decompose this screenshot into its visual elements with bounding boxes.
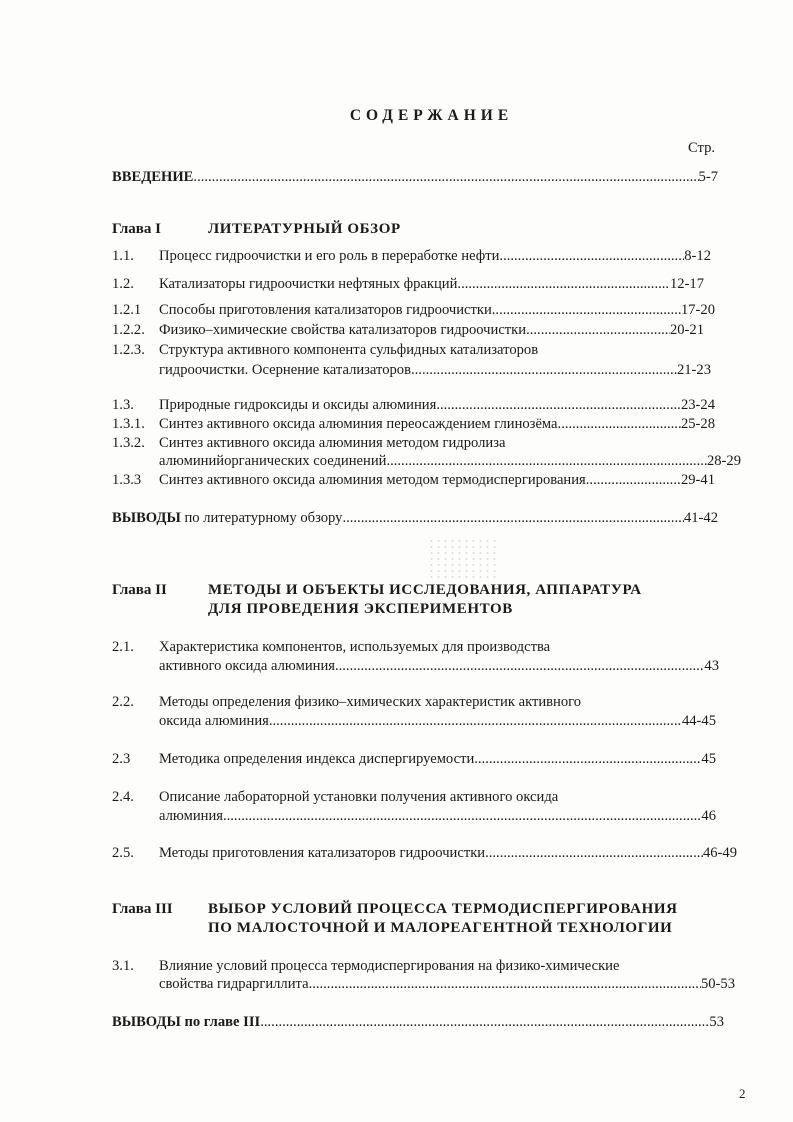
page-number: 2 [739,1086,746,1101]
toc-number: 1.2. [112,276,134,292]
dot-leader [492,302,681,319]
toc-text-continued: гидроочистки. Осернение катализаторов [159,362,411,378]
dot-leader [223,808,701,825]
dot-leader [335,658,704,675]
toc-page: 28-29 [706,453,741,469]
toc-page: 25-28 [680,416,715,432]
toc-text: Синтез активного оксида алюминия переосаждением глинозёма [159,416,558,432]
toc-entry[interactable] [159,845,737,862]
dot-leader [436,397,681,414]
toc-entry[interactable] [159,397,715,414]
toc-text: Методы определения физико–химических характеристик активного [159,694,582,710]
chapter-title: ЛИТЕРАТУРНЫЙ ОБЗОР [208,221,401,237]
dot-leader [193,169,698,186]
toc-number: 1.3.1. [112,416,145,432]
toc-entry[interactable] [159,276,704,293]
toc-text-continued: оксида алюминия [159,713,269,729]
page-title: СОДЕРЖАНИЕ [349,107,514,124]
toc-number: 1.1. [112,248,134,264]
toc-entry[interactable] [159,751,716,768]
toc-page: 20-21 [669,322,704,338]
toc-text: Методы приготовления катализаторов гидроочистки [159,845,486,861]
toc-conclusion-label: ВЫВОДЫ [112,510,181,526]
toc-text: Синтез активного оксида алюминия методом термодиспергирования [159,472,586,488]
toc-page: 50-53 [700,976,735,992]
chapter-title: МЕТОДЫ И ОБЪЕКТЫ ИССЛЕДОВАНИЯ, АППАРАТУРА [208,582,642,598]
toc-page: 23-24 [680,397,715,413]
toc-page: 43 [704,658,719,674]
chapter-title: ВЫБОР УСЛОВИЙ ПРОЦЕССА ТЕРМОДИСПЕРГИРОВАНИЯ [208,901,678,917]
toc-entry[interactable] [159,472,715,489]
toc-page: 44-45 [681,713,716,729]
dot-leader [586,472,681,489]
page-column-label: Стр. [688,140,716,156]
toc-page: 21-23 [676,362,711,378]
toc-number: 1.3.2. [112,435,145,451]
toc-page: 8-12 [684,248,711,264]
toc-text: Процесс гидроочистки и его роль в переработке нефти [159,248,500,264]
dot-leader [342,510,683,527]
toc-entry[interactable] [159,302,715,319]
toc-page: 46 [701,808,716,824]
toc-entry[interactable] [159,362,711,379]
toc-number: 1.2.2. [112,322,145,338]
toc-number: 2.4. [112,789,134,805]
dot-leader [474,751,701,768]
toc-text: Структура активного компонента сульфидных катализаторов [159,342,539,358]
toc-text: Физико–химические свойства катализаторов гидроочистки [159,322,527,338]
toc-text: Методика определения индекса диспергируемости [159,751,475,767]
chapter-number: Глава I [112,221,161,237]
toc-number: 2.2. [112,694,134,710]
toc-page: 41-42 [683,510,718,526]
toc-text: Катализаторы гидроочистки нефтяных фракций [159,276,458,292]
toc-text: Синтез активного оксида алюминия методом гидролиза [159,435,506,451]
toc-text: по литературному обзору [184,510,343,526]
toc-number: 1.2.1 [112,302,142,318]
toc-page: 12-17 [669,276,704,292]
toc-text-continued: алюминия [159,808,223,824]
toc-entry-conclusion-ch1[interactable] [112,510,718,527]
dot-leader [386,453,706,470]
dot-leader [526,322,670,339]
toc-number: 1.2.3. [112,342,145,358]
toc-text: Характеристика компонентов, используемых для производства [159,639,551,655]
toc-entry-conclusion-ch3[interactable] [112,1014,724,1031]
dot-leader [309,976,701,993]
toc-entry[interactable] [159,322,704,339]
toc-text: Природные гидроксиды и оксиды алюминия [159,397,437,413]
dot-leader [558,416,681,433]
toc-number: 2.3 [112,751,131,767]
chapter-number: Глава II [112,582,167,598]
toc-entry[interactable] [159,658,719,675]
toc-intro-label: ВВЕДЕНИЕ [112,169,194,185]
toc-entry[interactable] [159,416,715,433]
toc-number: 3.1. [112,958,134,974]
toc-page: 53 [709,1014,724,1030]
toc-entry[interactable] [159,453,741,470]
toc-text: Влияние условий процесса термодиспергирования на физико-химические [159,958,620,974]
dot-leader [269,713,682,730]
toc-page: 45 [701,751,716,767]
toc-text-continued: свойства гидраргиллита [159,976,309,992]
dot-leader [457,276,670,293]
scan-noise [428,538,498,582]
toc-entry[interactable] [159,808,716,825]
toc-conclusion-label: ВЫВОДЫ по главе III [112,1014,261,1030]
toc-page: 17-20 [680,302,715,318]
toc-text-continued: активного оксида алюминия [159,658,335,674]
dot-leader [260,1014,709,1031]
toc-number: 1.3.3 [112,472,142,488]
toc-entry[interactable] [159,713,716,730]
toc-text-continued: алюминийорганических соединений [159,453,387,469]
chapter-title-continued: ПО МАЛОСТОЧНОЙ И МАЛОРЕАГЕНТНОЙ ТЕХНОЛОГИИ [208,920,673,936]
dot-leader [485,845,703,862]
toc-page: 46-49 [702,845,737,861]
toc-number: 1.3. [112,397,134,413]
toc-page: 5-7 [698,169,718,185]
chapter-number: Глава III [112,901,173,917]
toc-entry[interactable] [159,248,711,265]
chapter-title-continued: ДЛЯ ПРОВЕДЕНИЯ ЭКСПЕРИМЕНТОВ [208,601,513,617]
toc-entry-intro[interactable] [112,169,718,186]
toc-page: 29-41 [680,472,715,488]
toc-entry[interactable] [159,976,735,993]
toc-text: Описание лабораторной установки получения активного оксида [159,789,559,805]
dot-leader [499,248,684,265]
dot-leader [411,362,677,379]
toc-number: 2.1. [112,639,134,655]
toc-text: Способы приготовления катализаторов гидроочистки [159,302,492,318]
toc-number: 2.5. [112,845,134,861]
